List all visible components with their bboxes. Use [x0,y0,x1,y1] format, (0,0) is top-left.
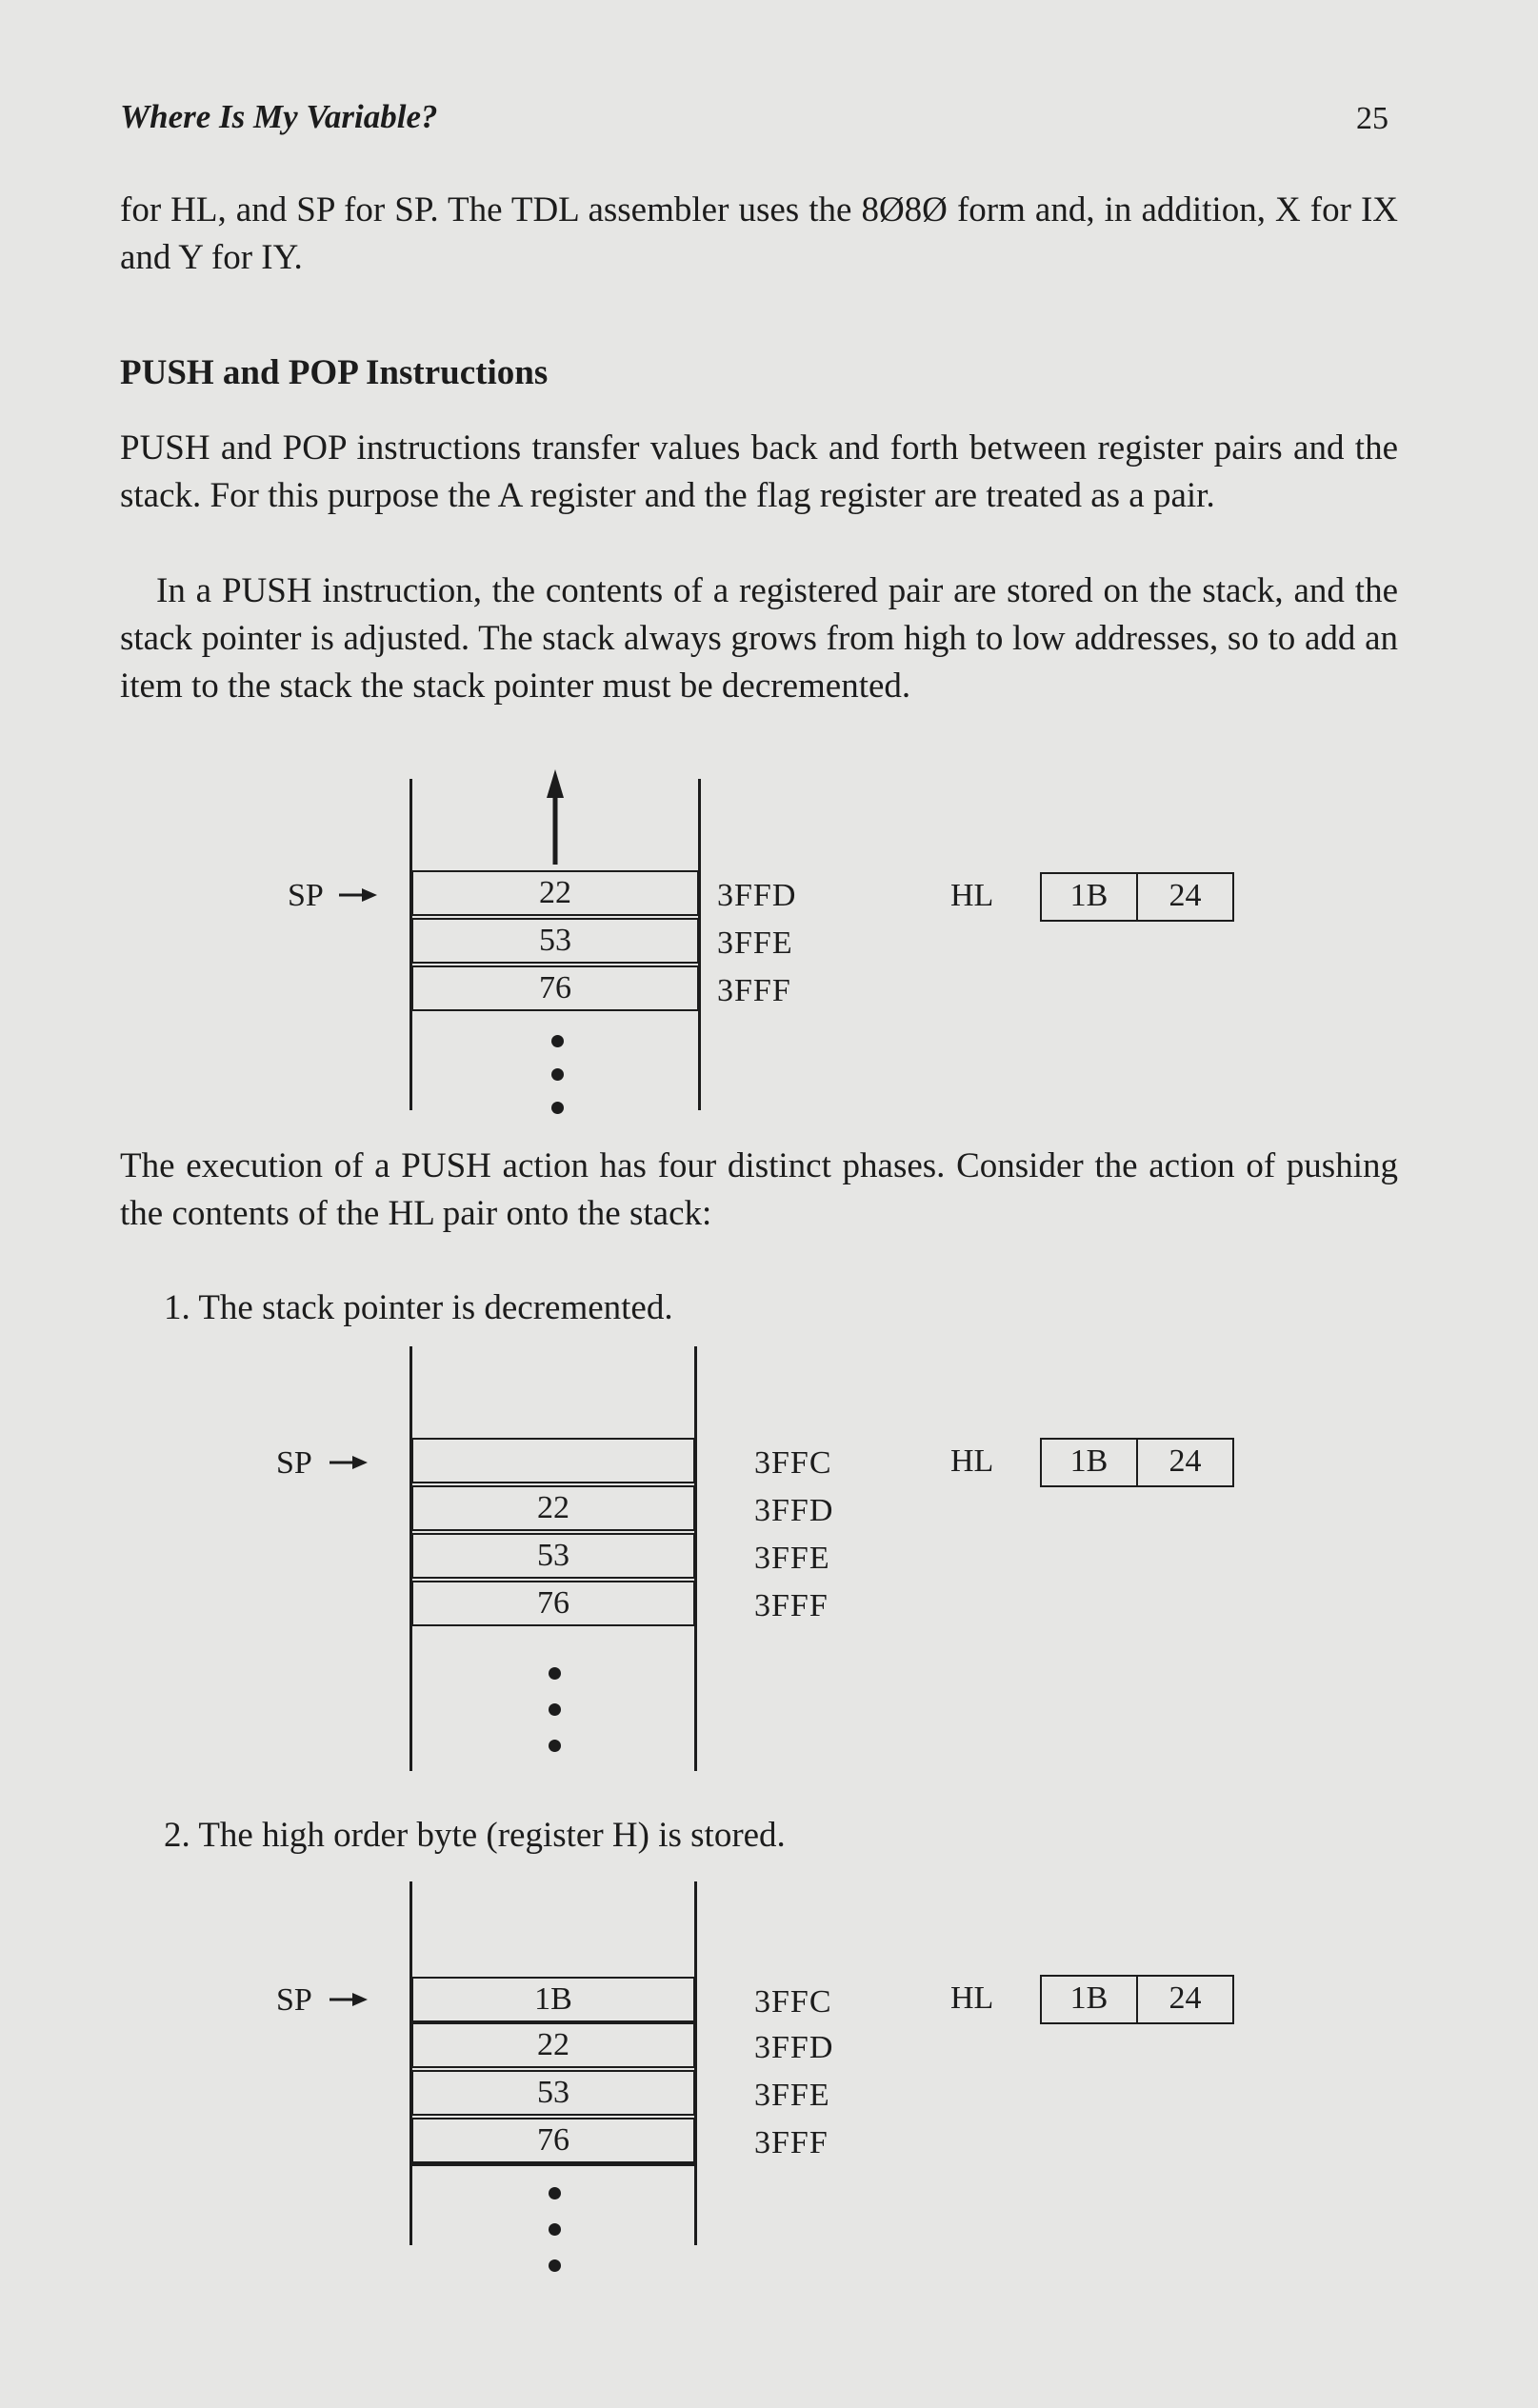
stack-growth-arrow-icon [543,769,571,865]
address-label: 3FFC [754,1445,832,1481]
page-number: 25 [1356,101,1388,136]
sp-label: SP [288,878,324,913]
intro-paragraph: for HL, and SP for SP. The TDL assembler uses the 8Ø8Ø form and, in addition, X for IX and Y for IY. [120,190,1398,277]
section-heading: PUSH and POP Instructions [120,353,549,392]
address-label: 3FFD [717,878,797,913]
stack-cell: 22 [411,2022,695,2068]
address-label: 3FFC [754,1984,832,2020]
sp-label: SP [276,1982,312,2018]
h-register-value: 1B [1069,1980,1109,2016]
hl-register-box [1040,1438,1234,1487]
continuation-dot [549,1667,561,1680]
stack-cell: 53 [411,2070,695,2116]
address-label: 3FFF [717,973,791,1008]
stack-cell: 53 [411,918,699,964]
sp-label: SP [276,1445,312,1481]
l-register-value: 24 [1136,1977,1232,2022]
address-label: 3FFF [754,1588,829,1623]
running-head: Where Is My Variable? [120,98,438,135]
l-register-value: 24 [1136,1440,1232,1485]
hl-label: HL [950,1980,994,2016]
hl-register-box [1040,1975,1234,2024]
continuation-dot [551,1068,564,1081]
sp-pointer-arrow-icon [330,1455,370,1470]
continuation-dot [549,2187,561,2199]
stack-divider [411,2163,695,2166]
stack-cell: 22 [411,870,699,916]
stack-cell [411,1438,695,1483]
stack-cell: 53 [411,1533,695,1579]
continuation-dot [549,1703,561,1716]
continuation-dot [551,1102,564,1114]
l-register-value: 24 [1136,874,1232,920]
address-label: 3FFD [754,2030,834,2065]
h-register-value: 1B [1069,878,1109,913]
address-label: 3FFE [717,925,793,961]
sp-pointer-arrow-icon [330,1992,370,2007]
continuation-dot [549,2259,561,2272]
hl-register-box [1040,872,1234,922]
paragraph-push-pop: PUSH and POP instructions transfer values back and forth between register pairs and the stack. For this purpose the A register and the flag register are treated as a pair. [120,428,1398,515]
stack-cell: 76 [411,965,699,1011]
hl-label: HL [950,878,994,913]
address-label: 3FFE [754,1541,830,1576]
continuation-dot [549,1740,561,1752]
address-label: 3FFD [754,1493,834,1528]
stack-cell: 22 [411,1485,695,1531]
paragraph-push-phases: The execution of a PUSH action has four distinct phases. Consider the action of pushing the contents of the HL pair onto the stack: [120,1146,1398,1233]
continuation-dot [549,2223,561,2236]
stack-cell: 1B [411,1977,695,2022]
step-1: 1. The stack pointer is decremented. [164,1288,673,1327]
h-register-value: 1B [1069,1443,1109,1479]
hl-label: HL [950,1443,994,1479]
address-label: 3FFF [754,2125,829,2160]
address-label: 3FFE [754,2078,830,2113]
step-2: 2. The high order byte (register H) is stored. [164,1816,786,1855]
sp-pointer-arrow-icon [339,887,379,903]
stack-cell: 76 [411,1581,695,1626]
paragraph-push-instruction: In a PUSH instruction, the contents of a registered pair are stored on the stack, and the stack pointer is adjusted. The stack always grows from high to low addresses, so to add an item to the stack the stack pointer must be decremented. [120,571,1398,706]
continuation-dot [551,1035,564,1047]
stack-cell: 76 [411,2118,695,2163]
